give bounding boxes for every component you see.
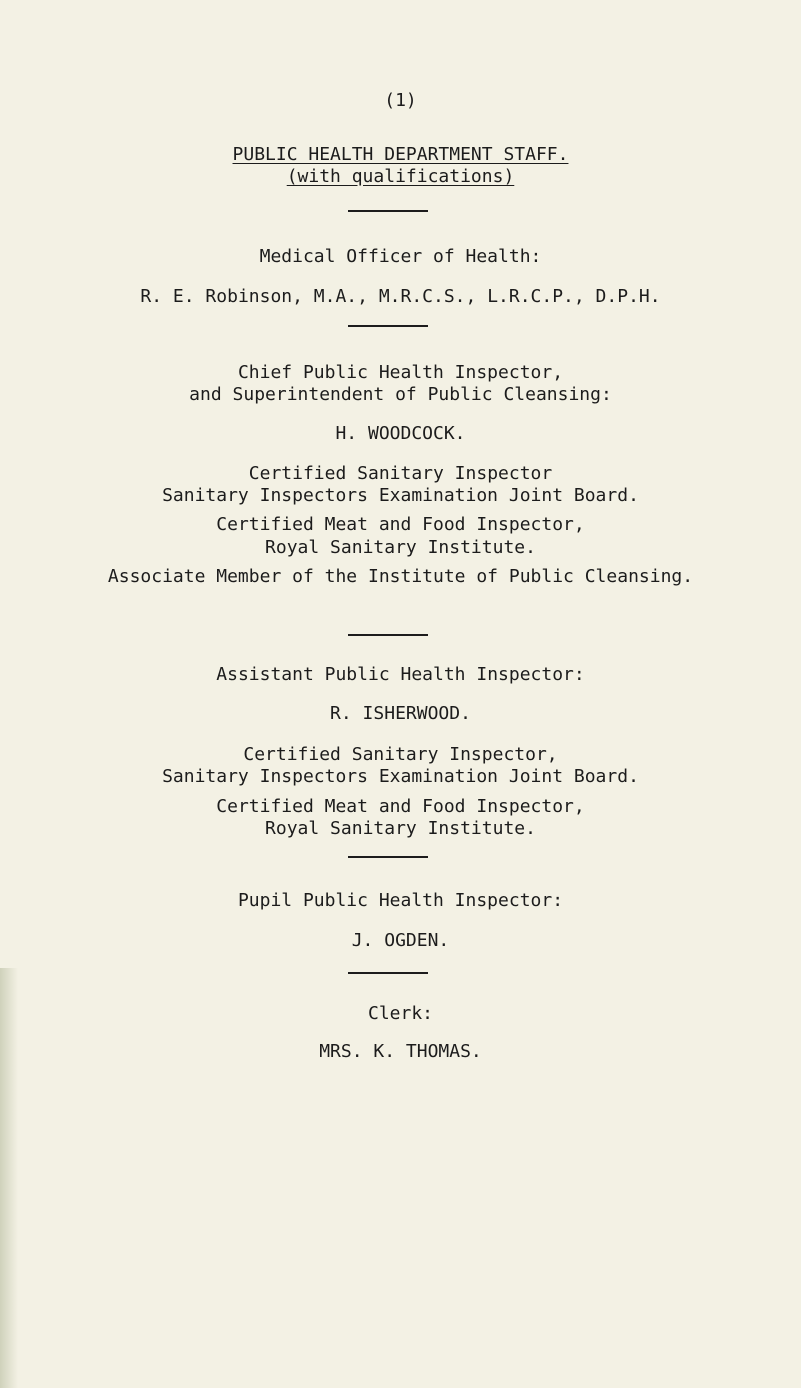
assistant-inspector-heading: Assistant Public Health Inspector: — [216, 664, 585, 685]
assistant-inspector-qualification: Certified Sanitary Inspector, — [243, 744, 558, 765]
chief-inspector-qualification: Associate Member of the Institute of Public Cleansing. — [107, 566, 694, 587]
medical-officer-name: R. E. Robinson, M.A., M.R.C.S., L.R.C.P., D.P.H. — [140, 286, 661, 307]
chief-inspector-heading-2: and Superintendent of Public Cleansing: — [189, 384, 612, 405]
clerk-heading: Clerk: — [367, 1003, 434, 1024]
section-divider — [348, 634, 428, 636]
chief-inspector-heading-1: Chief Public Health Inspector, — [237, 362, 564, 383]
page-edge-shadow — [0, 968, 18, 1388]
section-divider — [348, 856, 428, 858]
assistant-inspector-qualification: Sanitary Inspectors Examination Joint Board. — [162, 766, 639, 787]
clerk-name: MRS. K. THOMAS. — [319, 1041, 482, 1062]
chief-inspector-qualification: Sanitary Inspectors Examination Joint Board. — [162, 485, 639, 506]
pupil-inspector-name: J. OGDEN. — [351, 930, 450, 951]
page-title: PUBLIC HEALTH DEPARTMENT STAFF. — [232, 144, 569, 165]
assistant-inspector-name: R. ISHERWOOD. — [330, 703, 471, 724]
chief-inspector-qualification: Certified Sanitary Inspector — [248, 463, 553, 484]
section-divider — [348, 210, 428, 212]
page-subtitle: (with qualifications) — [286, 166, 515, 187]
assistant-inspector-qualification: Certified Meat and Food Inspector, — [216, 796, 585, 817]
page-number: (1) — [384, 90, 417, 111]
chief-inspector-name: H. WOODCOCK. — [335, 423, 466, 444]
chief-inspector-qualification: Certified Meat and Food Inspector, — [216, 514, 585, 535]
section-divider — [348, 325, 428, 327]
section-divider — [348, 972, 428, 974]
pupil-inspector-heading: Pupil Public Health Inspector: — [237, 890, 564, 911]
assistant-inspector-qualification: Royal Sanitary Institute. — [265, 818, 536, 839]
chief-inspector-qualification: Royal Sanitary Institute. — [265, 537, 536, 558]
medical-officer-heading: Medical Officer of Health: — [259, 246, 542, 267]
